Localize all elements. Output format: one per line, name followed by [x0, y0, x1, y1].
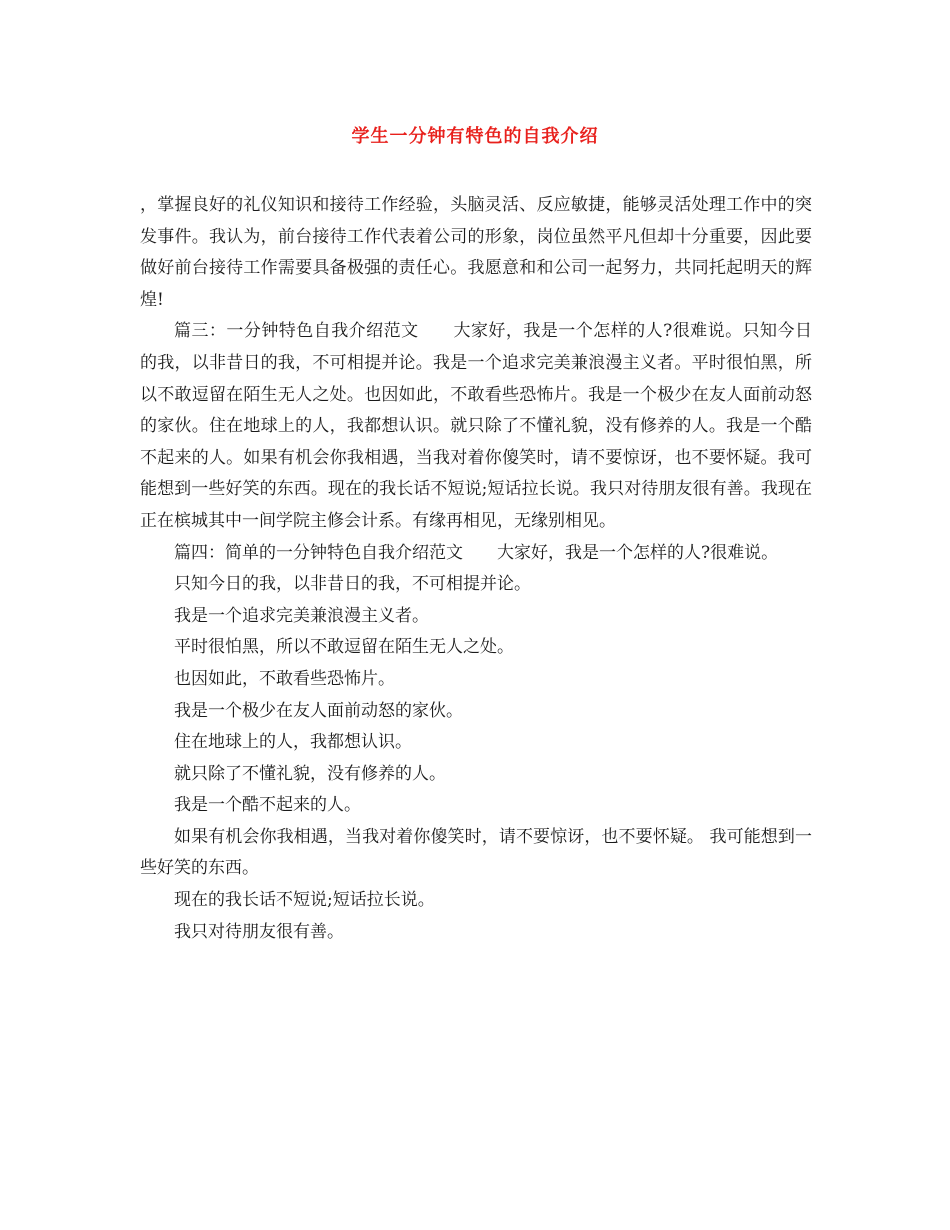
- paragraph-intro-continuation: ，掌握良好的礼仪知识和接待工作经验，头脑灵活、反应敏捷，能够灵活处理工作中的突发事件。我认为，前台接待工作代表着公司的形象，岗位虽然平凡但却十分重要，因此要做好前台接待工作需要具备极强的责任心。我愿意和和公司一起努力，共同托起明天的辉煌!: [140, 195, 812, 310]
- paragraph-line: 也因如此，不敢看些恐怖片。: [174, 668, 395, 689]
- paragraph-chapter-four: 篇四：简单的一分钟特色自我介绍范文 大家好，我是一个怎样的人?很难说。: [174, 542, 779, 563]
- document-title: 学生一分钟有特色的自我介绍: [351, 126, 599, 147]
- paragraph-line: 平时很怕黑，所以不敢逗留在陌生无人之处。: [174, 637, 514, 658]
- paragraph-chapter-three: 篇三：一分钟特色自我介绍范文 大家好，我是一个怎样的人?很难说。只知今日的我，以非昔日的我，不可相提并论。我是一个追求完美兼浪漫主义者。平时很怕黑，所以不敢逗留在陌生无人之处。也因如此，不敢看些恐怖片。我是一个极少在友人面前动怒的家伙。住在地球上的人，我都想认识。就只除了不懂礼貌，没有修养的人。我是一个酷不起来的人。如果有机会你我相遇，当我对着你傻笑时，请不要惊讶，也不要怀疑。我可能想到一些好笑的东西。现在的我长话不短说;短话拉长说。我只对待朋友很有善。我现在正在槟城其中一间学院主修会计系。有缘再相见，无缘别相见。: [140, 321, 812, 531]
- paragraph-line: 现在的我长话不短说;短话拉长说。: [174, 890, 435, 911]
- paragraph-line: 我只对待朋友很有善。: [174, 921, 344, 942]
- paragraph-line: 只知今日的我，以非昔日的我，不可相提并论。: [174, 574, 531, 595]
- paragraph-line: 我是一个极少在友人面前动怒的家伙。: [174, 700, 463, 721]
- paragraph-line: 如果有机会你我相遇，当我对着你傻笑时，请不要惊讶，也不要怀疑。 我可能想到一些好笑的东西。: [140, 826, 812, 879]
- paragraph-line: 住在地球上的人，我都想认识。: [174, 732, 412, 753]
- paragraph-line: 我是一个追求完美兼浪漫主义者。: [174, 605, 429, 626]
- paragraph-line: 我是一个酷不起来的人。: [174, 795, 361, 816]
- document-body: [140, 190, 812, 948]
- paragraph-line: 就只除了不懂礼貌，没有修养的人。: [174, 763, 446, 784]
